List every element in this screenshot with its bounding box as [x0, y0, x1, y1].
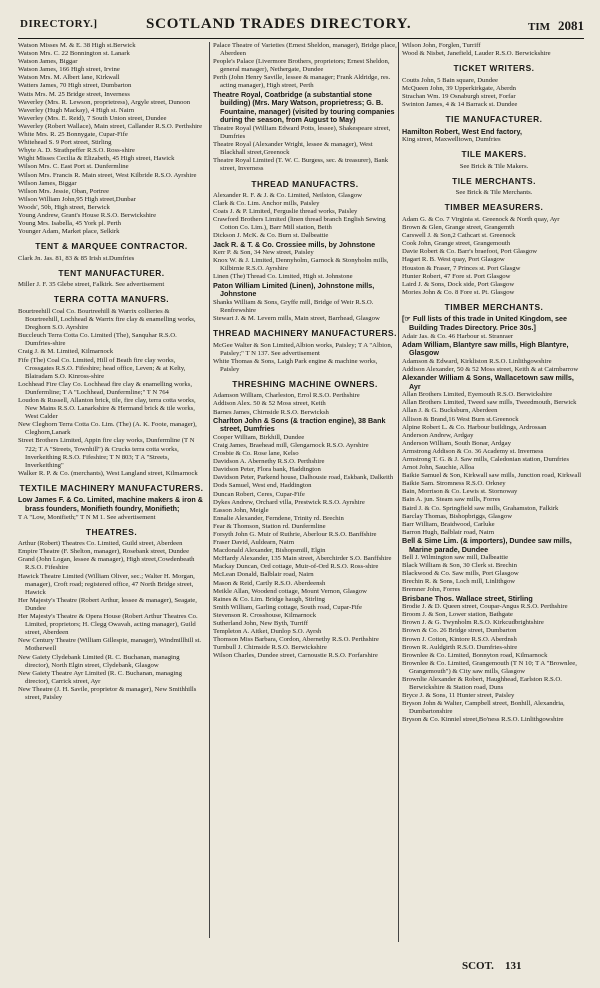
directory-entry: Addison Alex. 50 & 52 Moss street, Keith: [213, 400, 326, 408]
directory-entry: Young Andrew, Grant's House R.S.O. Berwickshire: [18, 211, 157, 219]
directory-entry: Crosbie & Co. Rose lane, Kelso: [213, 450, 299, 458]
directory-entry: Woods', 50b, High street, Berwick: [18, 203, 110, 211]
directory-entry: Baird J. & Co. Springfield saw mills, Grahamston, Falkirk: [402, 504, 559, 512]
directory-entry: Coats J. & P. Limited, Ferguslie thread works, Paisley: [213, 208, 358, 216]
directory-entry: Brown J. & G. Twynholm R.S.O. Kirkcudbrightshire: [402, 619, 544, 627]
directory-entry: Turnbull J. Chirnside R.S.O. Berwickshire: [213, 644, 327, 652]
directory-entry: Mories John & Co. 8 Fore st. Pt. Glasgow: [402, 288, 515, 296]
directory-entry: Perth (John Henry Saville, lessee & manager; Frank Aldridge, res. acting manager), High street, Perth: [213, 74, 391, 90]
directory-entry: Brechin R. & Sons, Loch mill, Linlithgow: [402, 578, 516, 586]
directory-entry: Mason & Reid, Cartly R.S.O. Aberdeensh: [213, 579, 326, 587]
directory-entry: McQueen John, 39 Upperkirkgate, Aberdn: [402, 84, 517, 92]
cross-reference-note: See Brick & Tile Merchants.: [455, 189, 533, 197]
directory-entry: Brown & Co. 26 Bridge street, Dumbarton: [402, 627, 517, 635]
directory-entry: Watson James, Biggar: [18, 58, 78, 66]
directory-entry: Watts Mrs. M. 25 Bridge street, Inverness: [18, 90, 130, 98]
featured-entry: Jack R. & T. & Co. Crossiee mills, by Johnstone: [213, 239, 376, 249]
directory-entry: Allison & Brand,16 West Burn st.Greenock: [402, 415, 519, 423]
section-heading: TIMBER MERCHANTS.: [444, 301, 544, 312]
directory-entry: Dykes Andrew, Orchard villa, Prestwick R.S.O. Ayrshire: [213, 498, 365, 506]
directory-entry: Laird J. & Sons, Dock side, Port Glasgow: [402, 280, 515, 288]
directory-entry: Coutts John, 5 Bain square, Dundee: [402, 76, 499, 84]
directory-entry: Templeton A. Aitket, Dunlop S.O. Ayrsh: [213, 628, 322, 636]
directory-entry: Whyte A. D. Strathpeffer R.S.O. Ross-shire: [18, 147, 135, 155]
directory-entry: Houston & Fraser, 7 Princes st. Port Glasgw: [402, 264, 521, 272]
directory-entry: Armstrong Addison & Co. 36 Academy st. Inverness: [402, 447, 544, 455]
section-heading: THEATRES.: [85, 526, 138, 537]
directory-entry: Shanks William & Sons, Gryffe mill, Bridge of Weir R.S.O. Renfrewshire: [213, 298, 374, 314]
section-heading: TERRA COTTA MANUFRS.: [53, 294, 170, 305]
header-section-label: DIRECTORY.]: [20, 18, 98, 30]
directory-entry: Street Brothers Limited, Appin fire clay works, Dunfermline (T N 722; T A "Streets, Townhill") & Crucks terra cotta works, Inverkeithing R.S.O. Fifeshire; T N 803; T A "Streets, Inverkeithing": [18, 437, 195, 469]
directory-entry: Smith William, Garling cottage, South road, Cupar-Fife: [213, 603, 362, 611]
directory-entry: Anderson Andrew, Ardgay: [402, 431, 474, 439]
section-heading: THRESHING MACHINE OWNERS.: [232, 378, 378, 389]
directory-entry: Davidson A. Abernethy R.S.O. Perthshire: [213, 458, 325, 466]
directory-entry: Mackay Duncan, Ord cottage, Muir-of-Ord R.S.O. Ross-shire: [213, 563, 379, 571]
directory-entry: Barclay Thomas, Bishopbriggs, Glasgow: [402, 512, 513, 520]
section-heading: TIMBER MEASURERS.: [444, 202, 544, 213]
directory-entry: Alpine Robert L. & Co. Harbour buildings, Ardrossan: [402, 423, 547, 431]
directory-column-1: [18, 42, 205, 938]
directory-entry: Grand (John Logan, lessee & manager), High street,Cowdenbeath R.S.O. Fifeshire: [18, 556, 195, 572]
directory-entry: Clark & Co. Lim. Anchor mills, Paisley: [213, 200, 320, 208]
header-title: SCOTLAND TRADES DIRECTORY.: [146, 16, 412, 32]
directory-entry: Adamson William, Charleston, Errol R.S.O. Perthshire: [213, 392, 360, 400]
directory-entry: Allan J. & G. Bucksburn, Aberdeen: [402, 407, 498, 415]
directory-entry: Watson Misses M. & E. 38 High st.Berwick: [18, 42, 136, 49]
directory-entry: Young Mrs. Isabella, 45 York pl. Perth: [18, 220, 121, 228]
directory-entry: Blackwood & Co. Saw mills, Port Glasgow: [402, 570, 519, 578]
directory-entry: Swinton James, 4 & 14 Barrack st. Dundee: [402, 100, 518, 108]
directory-entry: Waverley (Mrs. R. Lewson, proprietress), Argyle street, Dunoon: [18, 98, 191, 106]
directory-entry: McGee Walter & Son Limited,Albion works, Paisley; T A "Albion, Paisley;" T N 137. See advertisement: [213, 341, 393, 357]
directory-entry: Bremner John, Forres: [402, 586, 461, 594]
directory-entry: Fraser David, Auldearn, Nairn: [213, 539, 295, 547]
directory-entry: Craig J. & M. Limited, Kilmarnock: [18, 348, 114, 356]
directory-entry: Brodie J. & D. Queen street, Coupar-Angus R.S.O. Perthshire: [402, 603, 568, 611]
featured-entry: Low James F. & Co. Limited, machine makers & iron & brass founders, Monifieth foundry, Monifieth;: [18, 495, 203, 513]
directory-entry: Clark Jn. Jas. 81, 83 & 85 Irish st.Dumfries: [18, 254, 135, 262]
directory-entry: Wood & Nisbet, Janefield, Lauder R.S.O. Berwickshire: [402, 50, 551, 58]
directory-entry: Theatre Royal (William Edward Potts, lessee), Shakespeare street, Dumfries: [213, 124, 391, 141]
directory-entry: New Gaiety Theatre Ayr Limited (R. C. Buchanan, managing director), Carrick street, Ayr: [18, 669, 182, 685]
directory-entry: Knox W. & J. Limited, Dennyholm, Garnock & Stonyholm mills, Kilbirnie R.S.O. Ayrshire: [213, 257, 389, 273]
directory-entry: Loudon & Russell, Allanton brick, tile, fire clay, terra cotta works, New Mains R.S.O. Lanarkshire & Hermand brick & tile works, West Calder: [18, 396, 196, 421]
directory-entry: Stevenson R. Crosshouse, Kilmarnock: [213, 611, 317, 619]
section-heading: TILE MERCHANTS.: [452, 175, 536, 186]
directory-entry: Linen (The) Thread Co. Limited, High st. Johnstone: [213, 273, 353, 281]
featured-entry: Hamilton Robert, West End factory,: [402, 126, 522, 136]
directory-entry: Thomson Miss Barbara, Cordon, Abernethy R.S.O. Perthshire: [213, 636, 379, 644]
directory-entry: White Thomas & Sons, Laigh Park engine & machine works, Paisley: [213, 357, 378, 373]
directory-entry: Brownlee & Co. Limited, Grangemouth (T N 10; T A "Brownlee, Grangemouth") & City saw mills, Glasgow: [402, 659, 577, 675]
directory-entry: Watters James, 70 High street, Dumbarton: [18, 82, 132, 90]
directory-entry: Addison Alexander, 50 & 52 Moss street, Keith & at Cairnbarrow: [402, 365, 579, 373]
directory-entry: Theatre Royal Limited (T. W. C. Burgess, sec. & treasurer), Bank street, Inverness: [213, 157, 389, 173]
section-heading: THREAD MANUFACTRS.: [251, 178, 359, 189]
directory-entry: Watson Mrs. C. 22 Bonnington st. Lanark: [18, 50, 130, 58]
directory-entry: T A "Low, Monifieth;" T N M 1. See advertisement: [18, 513, 156, 521]
directory-entry: Davie Robert & Co. Barr's braefoot, Port Glasgow: [402, 248, 538, 256]
directory-entry: Palace Theatre of Varieties (Ernest Sheldon, manager), Bridge place, Aberdeen: [213, 42, 397, 58]
directory-entry: Watson James, 166 High street, Irvine: [18, 66, 120, 74]
section-heading: TILE MAKERS.: [461, 149, 527, 160]
directory-entry: Allan Brothers Limited, Tweed saw mills, Tweedmouth, Berwick: [402, 399, 577, 407]
directory-entry: Brown & Glen, Grange street, Grangemth: [402, 224, 515, 232]
page-header: [18, 14, 584, 39]
directory-entry: Barron Hugh, Balblair road, Nairn: [402, 528, 495, 536]
directory-column-2: [209, 42, 397, 938]
directory-entry: White Mrs. R. 25 Bonnygate, Cupar-Fife: [18, 131, 128, 139]
directory-entry: Miller J. F. 35 Glebe street, Falkirk. See advertisement: [18, 281, 165, 289]
directory-entry: Adam G. & Co. 7 Virginia st. Greenock & North quay, Ayr: [402, 215, 560, 223]
directory-entry: Bain, Morrison & Co. Lewis st. Stornoway: [402, 488, 518, 496]
section-heading: TENT MANUFACTURER.: [58, 267, 165, 278]
header-page-info: [528, 18, 584, 34]
directory-entry: Kerr P. & Son, 34 New street, Paisley: [213, 249, 314, 257]
directory-entry: Waverley (Robert Wallace), Main street, Callander R.S.O. Perthshire: [18, 122, 203, 130]
directory-entry: Barnes James, Chirnside R.S.O. Berwicksh: [213, 408, 329, 416]
directory-entry: Alexander R. F. & J. & Co. Limited, Neilston, Glasgow: [213, 192, 362, 199]
directory-entry: McLean Donald, Balblair road, Nairn: [213, 571, 314, 579]
directory-entry: Brown J. Cotton, Kintore R.S.O. Aberdnsh: [402, 635, 517, 643]
directory-entry: New Cleghorn Terra Cotta Co. Lim. (The) (A. K. Foote, manager), Cleghorn,Lanark: [18, 421, 197, 437]
section-heading: TICKET WRITERS.: [453, 63, 535, 74]
directory-entry: New Gaiety Clydebank Limited (R. C. Buchanan, managing director), North Elgin street, Clydebank, Glasgow: [18, 653, 180, 669]
directory-entry: Bain A. jun. Steam saw mills, Forres: [402, 496, 501, 504]
directory-entry: Sutherland John, New Byth, Turriff: [213, 620, 308, 627]
directory-entry: Whitehead S. 9 Port street, Stirling: [18, 139, 112, 147]
directory-entry: Walker R. P. & Co. (merchants), West Langland street, Kilmarnock: [18, 469, 198, 477]
directory-entry: Wilson Mrs. Jessie, Oban, Portree: [18, 187, 109, 195]
directory-entry: Meikle Allan, Woodend cottage, Mount Vernon, Glasgow: [213, 587, 367, 595]
directory-entry: Younger Adam, Market place, Selkirk: [18, 228, 120, 236]
directory-entry: New Century Theatre (William Gillespie, manager), Windmillhill st. Motherwell: [18, 637, 202, 653]
directory-entry: Davidson Peter, Flora bank, Haddington: [213, 466, 321, 474]
featured-entry: Brisbane Thos. Wallace street, Stirling: [402, 593, 533, 603]
directory-entry: Crawford Brothers Limited (linen thread branch English Sewing Cotton Co. Lim.), Barr Mill station, Beith: [213, 216, 386, 232]
directory-entry: People's Palace (Livermore Brothers, proprietors; Ernest Sheldon, general manager), Nethergate, Dundee: [213, 58, 390, 74]
featured-entry: Paton William Limited (Linen), Johnstone mills, Johnstone: [213, 280, 375, 299]
directory-entry: Her Majesty's Theatre (Robert Arthur, lessee & manager), Seagate, Dundee: [18, 596, 197, 612]
section-heading: TENT & MARQUEE CONTRACTOR.: [35, 241, 188, 252]
featured-entry: Theatre Royal, Coatbridge (a substantial stone building) (Mrs. Mary Watson, proprietress; G. B. Fountaine, manager) (visited by touring companies during the season, from August to May): [213, 89, 395, 125]
directory-entry: Armstrong T. G. & J. Saw mills, Caledonian station, Dumfries: [402, 455, 569, 463]
featured-entry: Charlton John & Sons (& traction engine), 38 Bank street, Dumfries: [213, 415, 386, 434]
directory-entry: Stewart J. & M. Levern mills, Main street, Barrhead, Glasgow: [213, 314, 380, 322]
directory-entry: Wilson James, Biggar: [18, 179, 77, 187]
directory-entry: Wilson William John,95 High street,Dunbar: [18, 195, 136, 203]
directory-entry: Brownlie Alexander & Robert, Haughhead, Earlston R.S.O. Berwickshire & Station road, Duns: [402, 676, 562, 692]
featured-entry: Adam William, Blantyre saw mills, High Blantyre, Glasgow: [402, 339, 569, 358]
directory-entry: Forsyth John G. Muir of Ruthrie, Aberlour R.S.O. Banffshire: [213, 530, 377, 538]
directory-entry: Fear & Thomson, Station rd. Dunfermline: [213, 522, 326, 530]
directory-entry: Dods Samuel, West end, Haddington: [213, 482, 312, 490]
directory-column-3: [398, 42, 586, 942]
directory-entry: Arnot John, Sauchie, Alloa: [402, 464, 475, 472]
directory-entry: Bryson & Co. Kinniel street,Bo'ness R.S.O. Linlithgowshire: [402, 716, 564, 724]
section-heading: TIE MANUFACTURER.: [445, 114, 543, 125]
directory-entry: Macdonald Alexander, Bishopsmill, Elgin: [213, 547, 326, 555]
directory-entry: Bourtreehill Coal Co. Bourtreehill & Warrix collieries & Bourtreehill, Lochhead & Warrix fire clay & enamelling works, Dreghorn S.O. Ayrshire: [18, 307, 196, 332]
directory-entry: Craig James, Braehead mill, Glengarnock R.S.O. Ayrshire: [213, 441, 369, 449]
directory-entry: Bryce J. & Sons, 11 Hunter street, Paisley: [402, 692, 515, 700]
directory-entry: Baikie Samuel & Son, Kirkwall saw mills, Junction road, Kirkwall: [402, 472, 582, 480]
directory-entry: Watson Mrs. M. Albert lane, Kirkwall: [18, 74, 120, 82]
directory-entry: Carswell J. & Son,2 Cathcart st. Greenock: [402, 232, 516, 240]
directory-entry: Wilson Charles, Dundee street, Carnoustie R.S.O. Forfarshire: [213, 652, 378, 660]
footer-section-label: SCOT.: [462, 960, 494, 972]
directory-entry: Black William & Son, 30 Clerk st. Brechin: [402, 562, 517, 570]
directory-entry: Raines & Co. Lim. Bridge haugh, Stirling: [213, 595, 326, 603]
directory-entry: Hagart R. B. West quay, Port Glasgow: [402, 256, 505, 264]
directory-entry: Cooper William, Birkhill, Dundee: [213, 433, 305, 441]
directory-entry: New Theatre (J. H. Savile, proprietor & manager), New Smithhills street, Paisley: [18, 685, 197, 701]
featured-entry: Bell & Sime Lim. (& importers), Dundee saw mills, Marine parade, Dundee: [402, 535, 572, 554]
directory-entry: Waverley (Mrs. E. Reid), 7 South Union street, Dundee: [18, 114, 167, 122]
section-heading: THREAD MACHINERY MANUFACTURERS.: [213, 328, 397, 338]
footer-page-number: 131: [505, 960, 522, 972]
directory-entry: Empire Theatre (F. Shelton, manager), Rosebank street, Dundee: [18, 548, 190, 556]
directory-entry: Allan Brothers Limited, Eyemouth R.S.O. Berwickshire: [402, 391, 553, 399]
directory-entry: King street, Maxwelltown, Dumfries: [402, 136, 501, 144]
featured-entry: [☞ Full lists of this trade in United Kingdom, see Building Trades Directory. Price 30s.]: [402, 314, 567, 332]
directory-entry: Hunter Robert, 47 Fore st. Port Glasgow: [402, 272, 511, 280]
directory-entry: Hawick Theatre Limited (William Oliver, sec.; Walter H. Morgan, manager), Croft road; registered office, 47 North Bridge street, Hawick: [18, 572, 195, 596]
directory-entry: Cook John, Grange street, Grangemouth: [402, 240, 511, 248]
directory-entry: Brownlee & Co. Limited, Bonnyton road, Kilmarnock: [402, 651, 548, 659]
directory-entry: Wilson Mrs. Francis R. Main street, West Kilbride R.S.O. Ayrshire: [18, 171, 197, 179]
featured-entry: Alexander William & Sons, Wallacetown saw mills, Ayr: [402, 373, 574, 391]
directory-entry: Easson John, Meigle: [213, 506, 269, 514]
directory-entry: Davidson Peter, Parkend house, Dalhousie road, Eskbank, Dalkeith: [213, 474, 394, 482]
directory-entry: Adair Jas. & Co. 46 Harbour st. Stranraer: [402, 332, 514, 340]
directory-entry: Barr William, Braidwood, Carluke: [402, 520, 495, 528]
directory-entry: Adamson & Edward, Kirkliston R.S.O. Linlithgowshire: [402, 357, 552, 365]
directory-entry: Anderson William, South Bonar, Ardgay: [402, 439, 511, 447]
directory-entry: Arthur (Robert) Theatres Co. Limited, Guild street, Aberdeen: [18, 540, 183, 548]
directory-entry: Fife (The) Coal Co. Limited, Hill of Beath fire clay works, Crossgates R.S.O. Fifeshire; head office, Leven; & at Kelty, Blairadam S.O. Kinross-shire: [18, 356, 186, 380]
directory-entry: Duncan Robert, Ceres, Cupar-Fife: [213, 490, 305, 498]
directory-entry: Her Majesty's Theatre & Opera House (Robert Arthur Theatres Co. Limited, proprietors; H. Clegg Owavah, acting manager), Guild street, Aberdeen: [18, 613, 198, 637]
directory-entry: Theatre Royal (Alexander Wright, lessee & manager), West Blackhall street,Greenock: [213, 141, 373, 157]
directory-entry: Brown R. Auldgirth R.S.O. Dumfries-shire: [402, 643, 518, 651]
directory-entry: Wilson John, Forglen, Turriff: [402, 42, 481, 49]
section-heading: TEXTILE MACHINERY MANUFACTURERS.: [19, 482, 204, 493]
directory-entry: Wight Misses Cecilia & Elizabeth, 45 High street, Hawick: [18, 155, 175, 163]
directory-entry: Buccleuch Terra Cotta Co. Limited (The), Sanquhar R.S.O. Dumfries-shire: [18, 332, 177, 348]
directory-entry: Bell J. Wilmington saw mill, Dalbeattie: [402, 554, 509, 562]
header-page-number: 2081: [558, 18, 584, 33]
directory-entry: Ennalie Alexander, Ferndene, Trinity rd. Brechin: [213, 514, 344, 522]
directory-entry: Wilson Mrs. C. East Port st. Dunfermline: [18, 163, 129, 171]
directory-entry: Baikie Sam. Stromness R.S.O. Orkney: [402, 480, 506, 488]
directory-entry: Broom J. & Son, Lower station, Bathgate: [402, 611, 513, 619]
header-code: TIM: [528, 21, 550, 33]
directory-entry: Lochhead Fire Clay Co. Lochhead fire clay & enamelling works, Dunfermline; T A "Lochhead, Dunfermline;" T N 764: [18, 380, 193, 396]
cross-reference-note: See Brick & Tile Makers.: [459, 162, 529, 170]
directory-entry: Dickson J. McK. & Co. Burn st. Dalbeattie: [213, 232, 329, 240]
directory-entry: Waverley (Hugh Mackay), 4 High st. Nairn: [18, 106, 135, 114]
directory-entry: Bryson John & Walter, Campbell street, Bonhill, Alexandria, Dumbartonshire: [402, 700, 565, 716]
directory-entry: Strachan Wm. 19 Osnaburgh street, Forfar: [402, 92, 516, 100]
directory-entry: McHardy Alexander, 135 Main street, Aberchirder S.O. Banffshire: [213, 555, 392, 563]
